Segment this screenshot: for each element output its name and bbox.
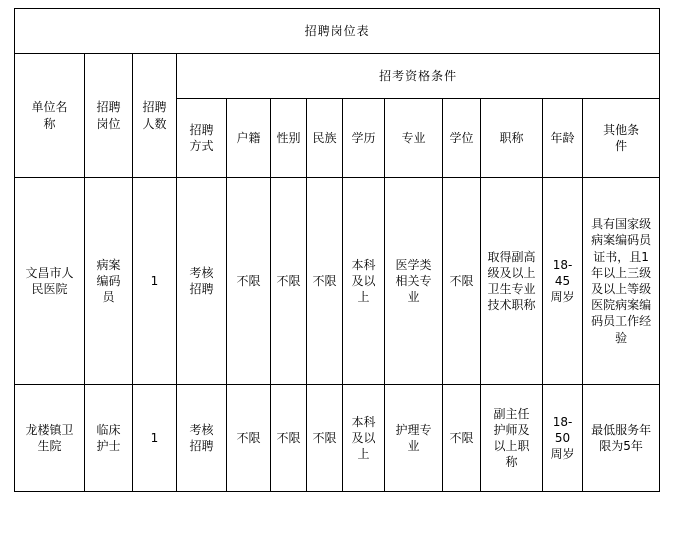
recruitment-positions-table: [14, 8, 660, 492]
cell-household: 不限: [227, 385, 271, 492]
column-header-title-rank: 职称: [481, 99, 543, 178]
cell-ethnicity: 不限: [307, 178, 343, 385]
cell-unit: 龙楼镇卫生院: [15, 385, 85, 492]
column-header-education: 学历: [343, 99, 385, 178]
table-title-row: [15, 9, 660, 54]
cell-household: 不限: [227, 178, 271, 385]
table-row: [15, 385, 660, 492]
column-header-qualifications-group: 招考资格条件: [177, 54, 660, 99]
page-title: 招聘岗位表: [15, 9, 660, 54]
cell-gender: 不限: [271, 385, 307, 492]
cell-major: 医学类相关专业: [385, 178, 443, 385]
column-header-other: 其他条件: [583, 99, 660, 178]
cell-gender: 不限: [271, 178, 307, 385]
cell-age: 18-45周岁: [543, 178, 583, 385]
cell-title-rank: 取得副高级及以上卫生专业技术职称: [481, 178, 543, 385]
cell-age: 18-50周岁: [543, 385, 583, 492]
cell-count: 1: [133, 178, 177, 385]
cell-other: 具有国家级病案编码员证书，且1年以上三级及以上等级医院病案编码员工作经验: [583, 178, 660, 385]
column-header-major: 专业: [385, 99, 443, 178]
cell-method: 考核招聘: [177, 385, 227, 492]
cell-education: 本科及以上: [343, 385, 385, 492]
cell-ethnicity: 不限: [307, 385, 343, 492]
cell-other: 最低服务年限为5年: [583, 385, 660, 492]
cell-title-rank: 副主任护师及以上职称: [481, 385, 543, 492]
table-row: [15, 178, 660, 385]
table-group-header-row: [15, 54, 660, 99]
cell-degree: 不限: [443, 178, 481, 385]
cell-education: 本科及以上: [343, 178, 385, 385]
cell-post: 临床护士: [85, 385, 133, 492]
column-header-count: 招聘人数: [133, 54, 177, 178]
column-header-age: 年龄: [543, 99, 583, 178]
cell-method: 考核招聘: [177, 178, 227, 385]
cell-count: 1: [133, 385, 177, 492]
column-header-unit: 单位名称: [15, 54, 85, 178]
column-header-method: 招聘方式: [177, 99, 227, 178]
column-header-gender: 性别: [271, 99, 307, 178]
cell-degree: 不限: [443, 385, 481, 492]
column-header-degree: 学位: [443, 99, 481, 178]
cell-unit: 文昌市人民医院: [15, 178, 85, 385]
column-header-household: 户籍: [227, 99, 271, 178]
column-header-post: 招聘岗位: [85, 54, 133, 178]
column-header-ethnicity: 民族: [307, 99, 343, 178]
cell-major: 护理专业: [385, 385, 443, 492]
cell-post: 病案编码员: [85, 178, 133, 385]
